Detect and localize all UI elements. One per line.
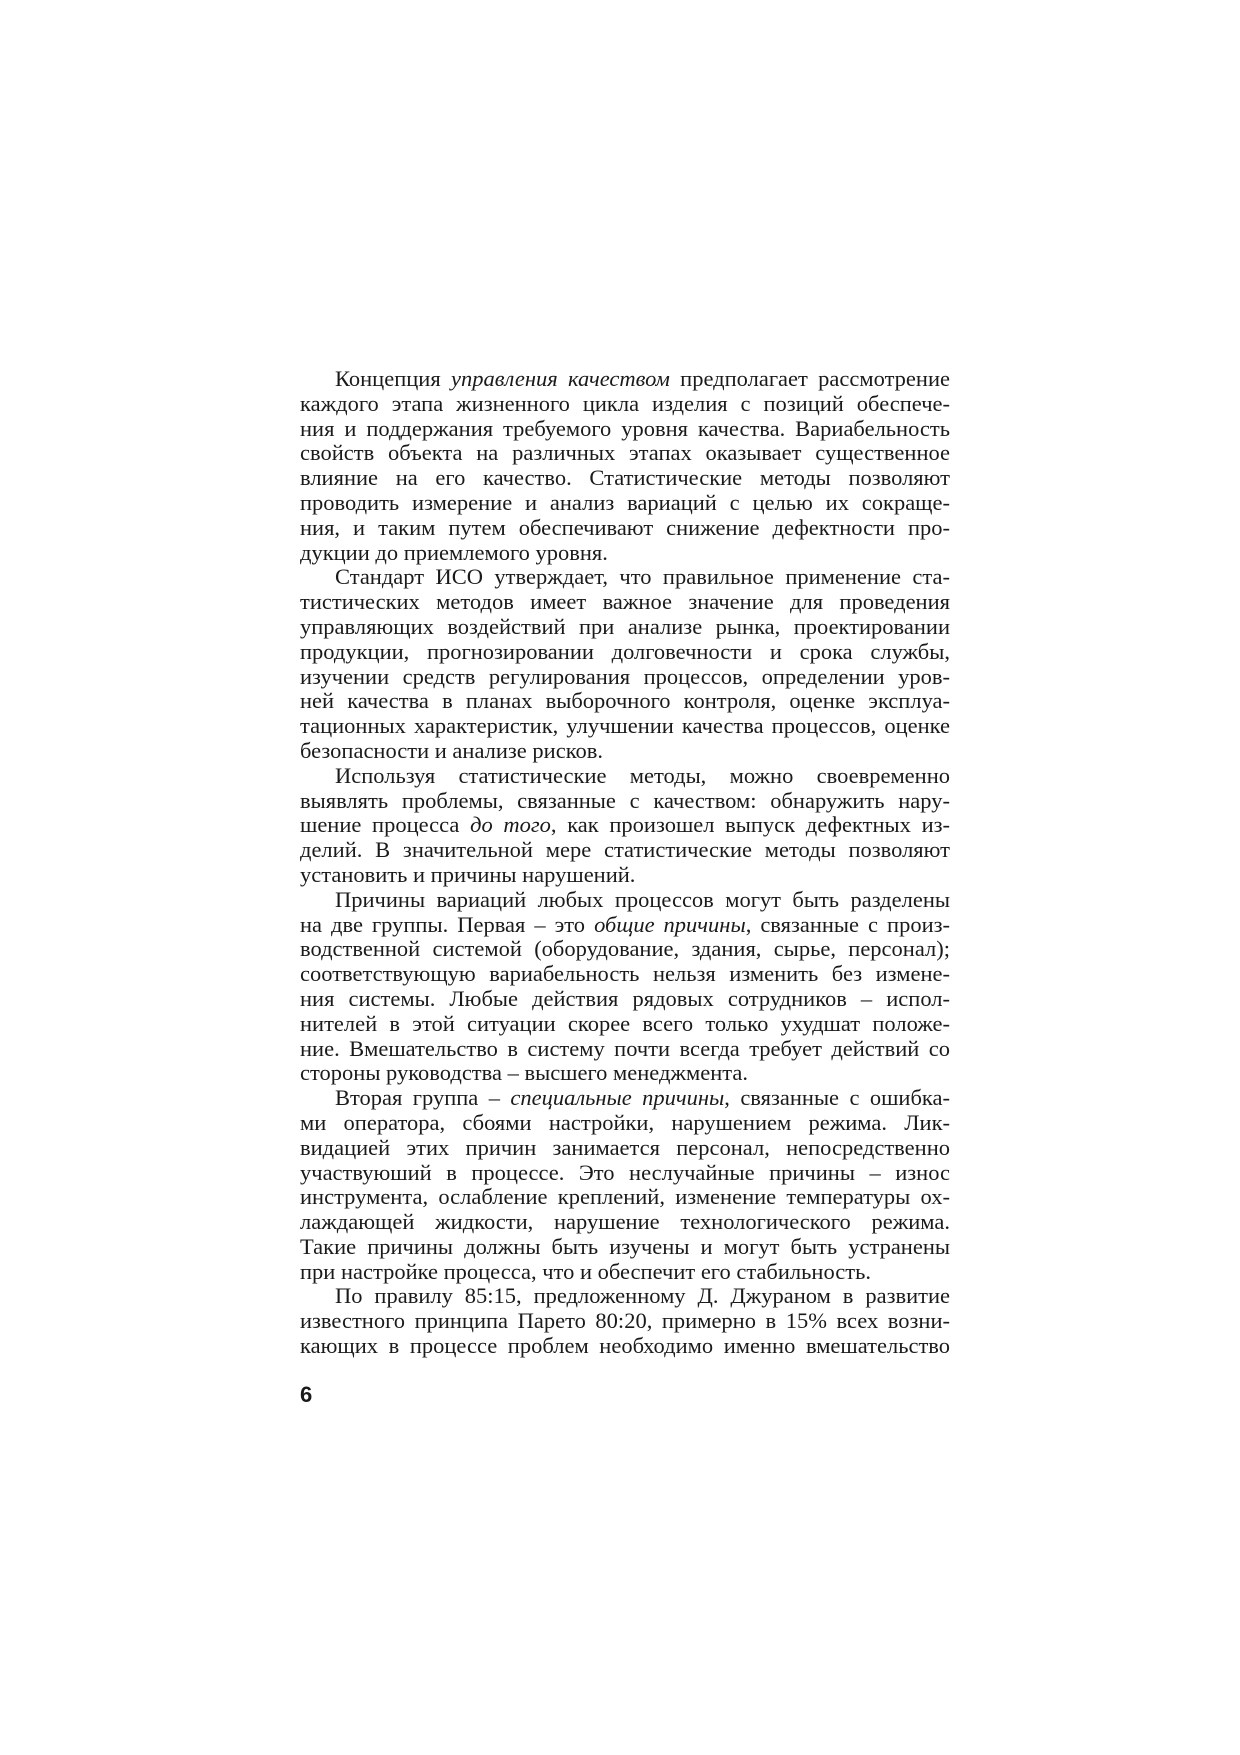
text-line: каждого этапа жизненного цикла изделия с позиций обеспече- [300, 390, 950, 416]
page-number: 6 [300, 1382, 313, 1407]
text-line: безопасности и анализе рисков. [300, 737, 603, 763]
text-line: соответствующую вариабельность нельзя изменить без измене- [300, 961, 950, 987]
text-line: Стандарт ИСО утверждает, что правильное применение ста- [335, 564, 950, 590]
italic-term: специальные причины [510, 1085, 725, 1111]
text-line: ния системы. Любые действия рядовых сотрудников – испол- [300, 985, 950, 1011]
text-line: шение процесса до того, как произошел выпуск дефектных из- [300, 812, 950, 838]
text-line: проводить измерение и анализ вариаций с целью их сокраще- [300, 489, 950, 515]
body-text [300, 367, 950, 1359]
text-line: свойств объекта на различных этапах оказывает существенное [300, 440, 950, 466]
text-line: инструмента, ослабление креплений, изменение температуры ох- [300, 1184, 950, 1210]
text-line: ния и поддержания требуемого уровня качества. Вариабельность [300, 415, 950, 441]
text-line: дукции до приемлемого уровня. [300, 539, 608, 565]
paragraph [300, 888, 950, 1086]
paragraph [300, 764, 950, 888]
text-line: влияние на его качество. Статистические методы позволяют [300, 465, 950, 491]
text-line: известного принципа Парето 80:20, примерно в 15% всех возни- [300, 1308, 950, 1334]
italic-term: до того [470, 812, 551, 838]
text-line: Вторая группа – специальные причины, связанные с ошибка- [335, 1085, 950, 1111]
text-line: ния, и таким путем обеспечивают снижение дефектности про- [300, 514, 950, 540]
text-line: участвуюший в процессе. Это неслучайные причины – износ [300, 1159, 950, 1185]
text-line: ми оператора, сбоями настройки, нарушением режима. Лик- [300, 1109, 950, 1135]
text-line: нителей в этой ситуации скорее всего только ухудшат положе- [300, 1010, 950, 1036]
paragraph [300, 367, 950, 565]
text-line: установить и причины нарушений. [300, 861, 636, 887]
italic-term: управления качеством [451, 366, 670, 391]
text-line: тационных характеристик, улучшении качества процессов, оценке [300, 713, 950, 739]
text-line: лаждающей жидкости, нарушение технологического режима. [300, 1209, 950, 1235]
text-line: Причины вариаций любых процессов могут быть разделены [335, 886, 950, 912]
paragraph [300, 565, 950, 763]
text-line: ние. Вмешательство в систему почти всегда требует действий со [300, 1035, 950, 1061]
text-line: ней качества в планах выборочного контроля, оценке эксплуа- [300, 688, 950, 714]
italic-term: общие причины [594, 911, 746, 937]
paragraph [300, 1284, 950, 1358]
text-line: делий. В значительной мере статистические методы позволяют [300, 837, 950, 863]
text-line: видацией этих причин занимается персонал, непосредственно [300, 1134, 950, 1160]
text-line: продукции, прогнозировании долговечности и срока службы, [300, 638, 950, 664]
text-line: управляющих воздействий при анализе рынка, проектировании [300, 613, 950, 639]
text-line: при настройке процесса, что и обеспечит его стабильность. [300, 1258, 871, 1284]
text-line: Используя статистические методы, можно своевременно [335, 762, 950, 788]
text-line: стороны руководства – высшего менеджмента. [300, 1060, 748, 1086]
text-line: Такие причины должны быть изучены и могут быть устранены [300, 1233, 950, 1259]
text-line: По правилу 85:15, предложенному Д. Джураном в развитие [335, 1283, 950, 1309]
text-line: Концепция управления качеством предполагает рассмотрение [335, 366, 950, 391]
text-line: выявлять проблемы, связанные с качеством: обнаружить нару- [300, 787, 950, 813]
text-line: на две группы. Первая – это общие причины, связанные с произ- [300, 911, 950, 937]
text-line: кающих в процессе проблем необходимо именно вмешательство [300, 1333, 950, 1359]
text-line: изучении средств регулирования процессов, определении уров- [300, 663, 950, 689]
paragraph [300, 1086, 950, 1284]
text-line: водственной системой (оборудование, здания, сырье, персонал); [300, 936, 950, 962]
text-line: тистических методов имеет важное значение для проведения [300, 589, 950, 615]
